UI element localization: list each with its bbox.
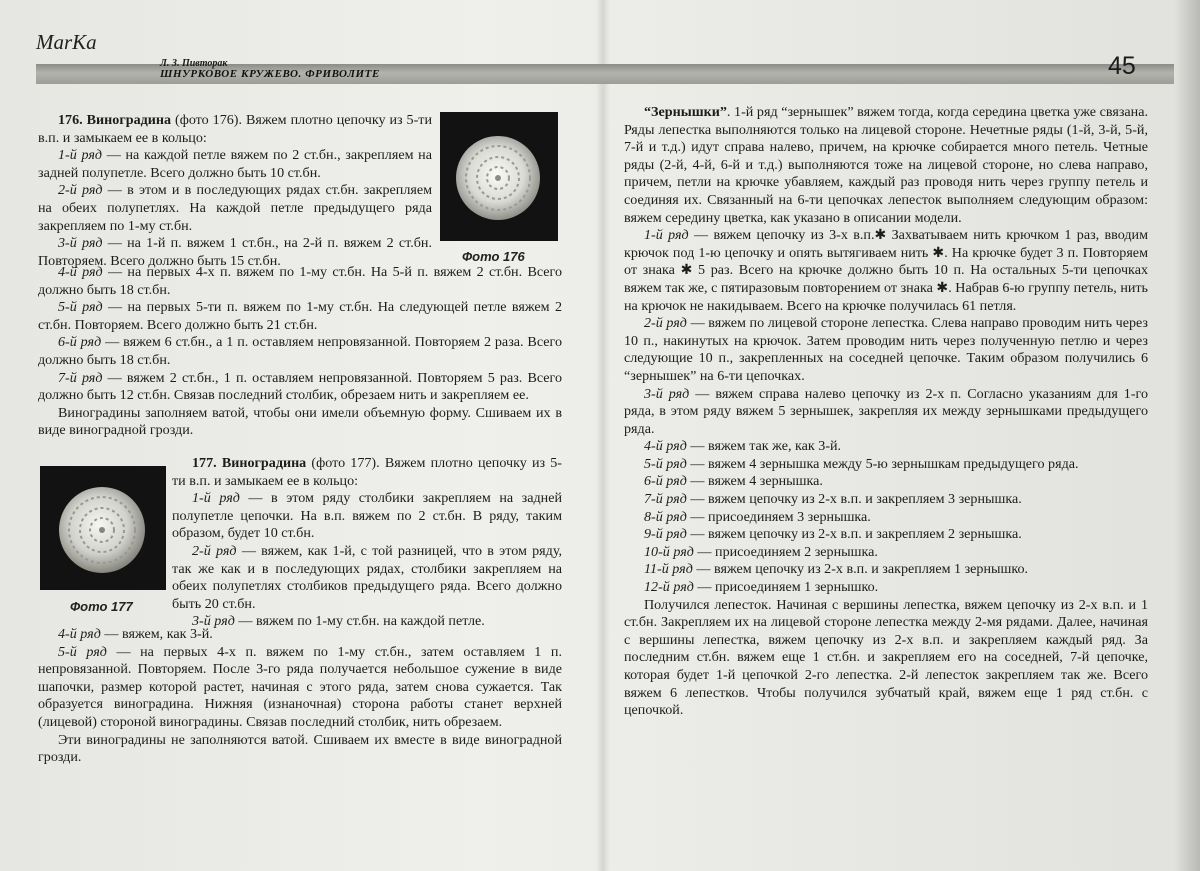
section-177-intro-text: (фото 177). Вяжем плотно цепочку из 5-ти в.п. и замыкаем ее в кольцо: [172,455,562,489]
right-column [624,104,1148,720]
section-177-continued [38,626,562,767]
page-number: 45 [1108,52,1136,80]
zernyshki-row-6: 6-й ряд — вяжем 4 зернышка. [644,473,823,490]
section-176-heading: Виноградина [86,112,172,128]
crochet-ball-image [440,112,558,241]
zernyshki-row-12: 12-й ряд — присоединяем 1 зернышко. [644,579,879,596]
photo-176 [440,112,558,241]
s176-row-1: 1-й ряд — на каждой петле вяжем по 2 ст.бн., закрепляем на задней полупетле. Всего должно быть 10 ст.бн. [38,147,432,181]
s176-row-6: 6-й ряд — вяжем 6 ст.бн., а 1 п. оставляем непровязанной. Повторяем 2 раза. Всего должно быть 18 ст.бн. [38,334,562,368]
s177-row-5: 5-й ряд — на первых 4-х п. вяжем по 1-му ст.бн., затем оставляем 1 п. непровязанной. Повторяем. После 3-го ряда получается небольшое сужение в виде шапочки, размер которой растет, начиная с этого ряда, затем снова сужается. Так образуется виноградина. Нижняя (изнаночная) сторона работы станет верхней (лицевой) стороной виноградины. Связав последний столбик, нить обрезаем. [38,643,562,730]
zernyshki-heading: “Зернышки” [644,104,727,120]
s176-row-3: 3-й ряд — на 1-й п. вяжем 1 ст.бн., на 2-й п. вяжем 2 ст.бн. Повторяем. Всего должно быть 15 ст.бн. [38,235,432,269]
photo-176-caption: Фото 176 [462,249,525,264]
s176-row-7: 7-й ряд — вяжем 2 ст.бн., 1 п. оставляем непровязанной. Повторяем 5 раз. Всего должно быть 12 ст.бн. Связав последний столбик, обрезаем нить и закрепляем ее. [38,369,563,404]
section-176-intro-text: (фото 176). Вяжем плотно цепочку из 5-ти в.п. и замыкаем ее в кольцо: [38,112,432,146]
zernyshki-row-3: 3-й ряд — вяжем справа налево цепочку из 2-х п. Согласно указаниям для 1-го ряда, в этом ряду вяжем 5 зернышек, закрепляя их между зернышками предыдущего ряда. [624,385,1148,437]
s177-row-3: 3-й ряд — вяжем по 1-му ст.бн. на каждой петле. [192,613,485,630]
zernyshki-row-9: 9-й ряд — вяжем цепочку из 2-х в.п. и закрепляем 2 зернышка. [644,526,1022,543]
s176-row-4: 4-й ряд — на первых 4-х п. вяжем по 1-му ст.бн. На 5-й п. вяжем 2 ст.бн. Всего должно быть 18 ст.бн. [38,264,563,298]
section-176 [38,112,432,270]
zernyshki-outro: Получился лепесток. Начиная с вершины лепестка, вяжем цепочку из 2-х в.п. и 1 ст.бн. Закрепляем их на лицевой стороне лепестка между 2-мя рядами. Далее, начиная с вершины лепестка, вяжем цепочку из 2-х в.п. и закрепляем каждый ряд. За последним ст.бн. вяжем еще 1 ст.бн. и закрепляем его на соседней, 7-й цепочке, которая будет 1-й цепочкой 2-го лепестка. 2-й лепесток закрепляем так же. Всего вяжем 6 лепестков. Чтобы получился зубчатый край, вяжем еще 1 ряд ст.бн. с цепочкой. [624,596,1148,719]
page-edge-shadow [1174,0,1200,871]
zernyshki-row-8: 8-й ряд — присоединяем 3 зернышка. [644,508,871,525]
s177-row-4: 4-й ряд — вяжем, как 3-й. [58,626,213,642]
section-177-intro: 177. Виноградина (фото 177). Вяжем плотно цепочку из 5-ти в.п. и замыкаем ее в кольцо: [172,455,562,489]
watermark: MarKa [36,30,97,54]
book-fold-shadow [596,0,610,871]
section-176-continued [38,264,562,440]
s177-row-1: 1-й ряд — в этом ряду столбики закрепляем на задней полупетле цепочки. На в.п. вяжем по 2 ст.бн. В ряду, таким образом, будет 10 ст.бн. [172,490,562,542]
s177-outro: Эти виноградины не заполняются ватой. Сшиваем их вместе в виде виноградной грозди. [38,731,562,766]
section-177-number: 177 [192,455,214,471]
zernyshki-row-4: 4-й ряд — вяжем так же, как 3-й. [644,438,842,455]
s176-row-5: 5-й ряд — на первых 5-ти п. вяжем по 1-му ст.бн. На следующей петле вяжем 2 ст.бн. Повторяем. Всего должно быть 21 ст.бн. [38,299,562,333]
crochet-ball-image [40,466,166,590]
header-author: Л. З. Пивторак [160,58,228,69]
zernyshki-row-7: 7-й ряд — вяжем цепочку из 2-х в.п. и закрепляем 3 зернышка. [644,491,1022,508]
photo-177-caption: Фото 177 [70,599,133,614]
section-177-heading: Виноградина [221,455,307,471]
header-title: ШНУРКОВОЕ КРУЖЕВО. ФРИВОЛИТЕ [160,68,380,80]
zernyshki-row-10: 10-й ряд — присоединяем 2 зернышка. [644,543,878,560]
s177-row-2: 2-й ряд — вяжем, как 1-й, с той разницей, что в этом ряду, так же как и в последующих рядах, столбики закрепляем на обеих полупетлях столбиков предыдущего ряда. Всего должно быть 20 ст.бн. [172,542,562,612]
zernyshki-row-2: 2-й ряд — вяжем по лицевой стороне лепестка. Слева направо проводим нить через 10 п., накинутых на крючок. Затем проводим нить через полученную петлю и через следующие 10 п., закрепленных на соседней цепочке. Таким образом получились 6 “зернышек” на 6-ти цепочках. [624,315,1148,384]
section-177 [172,455,562,631]
zernyshki-row-1: 1-й ряд — вяжем цепочку из 3-х в.п.✱ Захватываем нить крючком 1 раз, вводим крючок под 1-ю цепочку и опять вытягиваем нить ✱. На крючке будет 3 п. Повторяем от знака ✱ 5 раз. Всего на крючке должно быть 10 п. На остальных 5-ти цепочках вяжем так же, с пятиразовым повторением от знака ✱. Набрав 6-ю группу петель, нить на крючок не накидываем. Всего на крючке получилась 61 петля. [624,227,1148,314]
photo-177 [40,466,166,590]
zernyshki-intro: “Зернышки”. 1-й ряд “зернышек” вяжем тогда, когда середина цветка уже связана. Ряды лепестка выполняются только на лицевой стороне. Нечетные ряды (1-й, 3-й, 5-й, 7-й и т.д.) идут справа налево, причем, на крючке собирается много петель. Четные ряды (2-й, 4-й, 6-й и т.д.) выполняются тоже на лицевой стороне, но слева направо, причем, петли на крючке убавляем, каждый раз проводя нить через группу петель и соединяя их. Связанный на 6-ти цепочках лепесток выполняем следующим образом: вяжем середину цветка, как указано в описании модели. [624,104,1148,226]
section-176-intro: 176. Виноградина (фото 176). Вяжем плотно цепочку из 5-ти в.п. и замыкаем ее в кольцо: [38,112,432,146]
zernyshki-row-5: 5-й ряд — вяжем 4 зернышка между 5-ю зернышкам предыдущего ряда. [644,455,1079,472]
s176-row-2: 2-й ряд — в этом и в последующих рядах ст.бн. закрепляем на обеих полупетлях. На каждой петле предыдущего ряда закрепляем по 1-му ст.бн. [38,182,433,234]
s176-outro: Виноградины заполняем ватой, чтобы они имели объемную форму. Сшиваем их в виде виноградной грозди. [38,404,562,439]
section-176-number: 176 [58,112,80,128]
zernyshki-row-11: 11-й ряд — вяжем цепочку из 2-х в.п. и закрепляем 1 зернышко. [644,561,1029,578]
